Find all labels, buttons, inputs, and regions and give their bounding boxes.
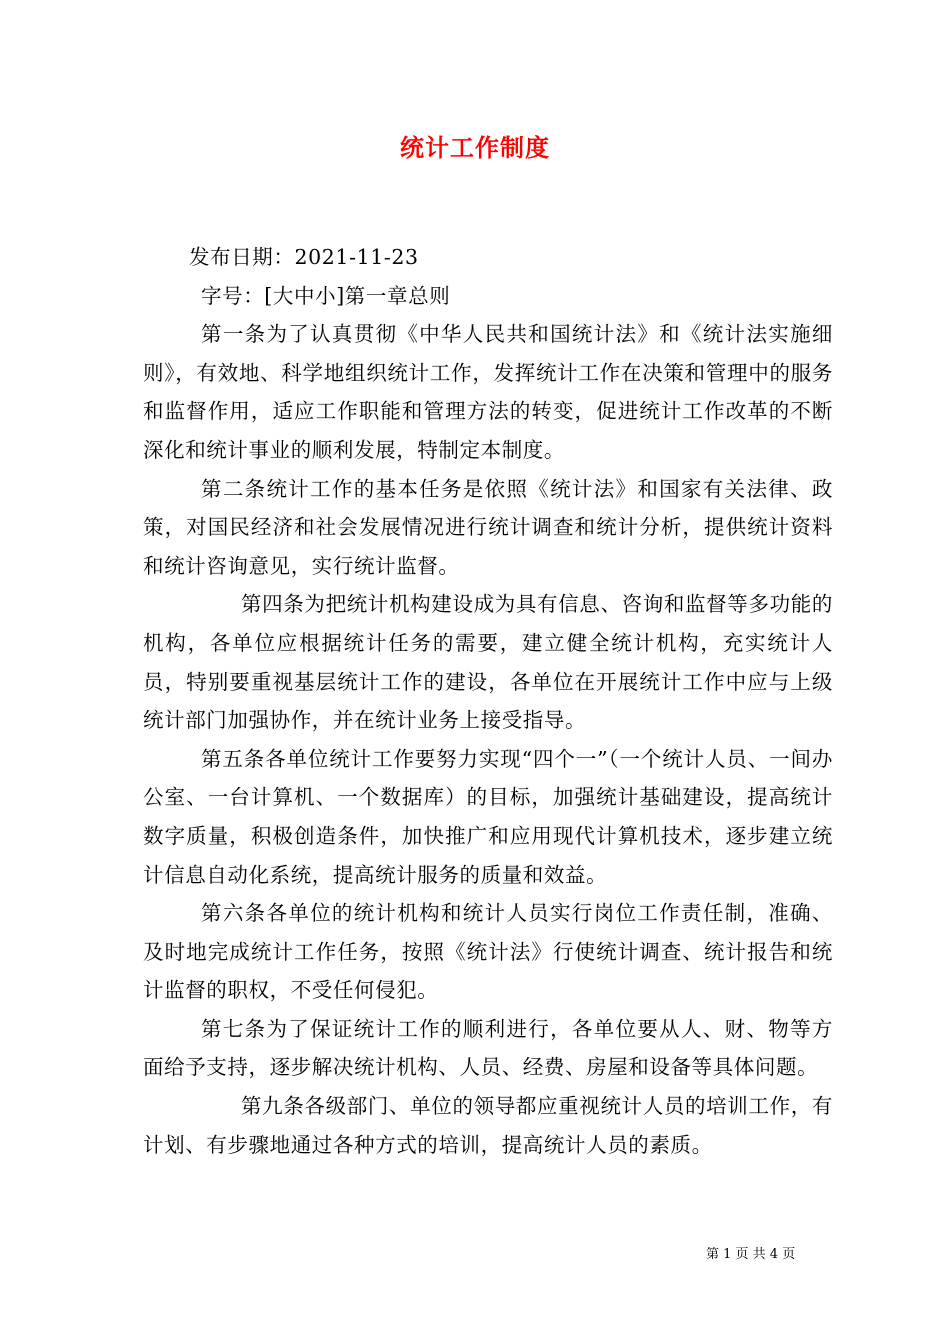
article-4: 第四条为把统计机构建设成为具有信息、咨询和监督等多功能的机构，各单位应根据统计任务的需要，建立健全统计机构，充实统计人员，特别要重视基层统计工作的建设，各单位在开展统计工作中应与上级统计部门加强协作，并在统计业务上接受指导。 (143, 592, 833, 733)
article-5: 第五条各单位统计工作要努力实现“四个一”（一个统计人员、一间办公室、一台计算机、一个数据库）的目标，加强统计基础建设，提高统计数字质量，积极创造条件，加快推广和应用现代计算机技术，逐步建立统计信息自动化系统，提高统计服务的质量和效益。 (143, 746, 833, 887)
article-9: 第九条各级部门、单位的领导都应重视统计人员的培训工作，有计划、有步骤地通过各种方式的培训，提高统计人员的素质。 (143, 1094, 833, 1157)
article-2: 第二条统计工作的基本任务是依照《统计法》和国家有关法律、政策，对国民经济和社会发展情况进行统计调查和统计分析，提供统计资料和统计咨询意见，实行统计监督。 (143, 476, 833, 578)
article-7: 第七条为了保证统计工作的顺利进行，各单位要从人、财、物等方面给予支持，逐步解决统计机构、人员、经费、房屋和设备等具体问题。 (143, 1016, 833, 1080)
document-body (143, 238, 833, 1164)
doc-number-line: 字号：[大中小]第一章总则 (201, 283, 451, 308)
article-1: 第一条为了认真贯彻《中华人民共和国统计法》和《统计法实施细则》，有效地、科学地组织统计工作，发挥统计工作在决策和管理中的服务和监督作用，适应工作职能和管理方法的转变，促进统计工作改革的不断深化和统计事业的顺利发展，特制定本制度。 (143, 322, 833, 462)
publish-date: 发布日期：2021-11-23 (189, 245, 419, 269)
article-6: 第六条各单位的统计机构和统计人员实行岗位工作责任制，准确、及时地完成统计工作任务，按照《统计法》行使统计调查、统计报告和统计监督的职权，不受任何侵犯。 (143, 901, 833, 1003)
page-title: 统计工作制度 (400, 133, 550, 162)
page-number: 第 1 页 共 4 页 (706, 1247, 796, 1262)
